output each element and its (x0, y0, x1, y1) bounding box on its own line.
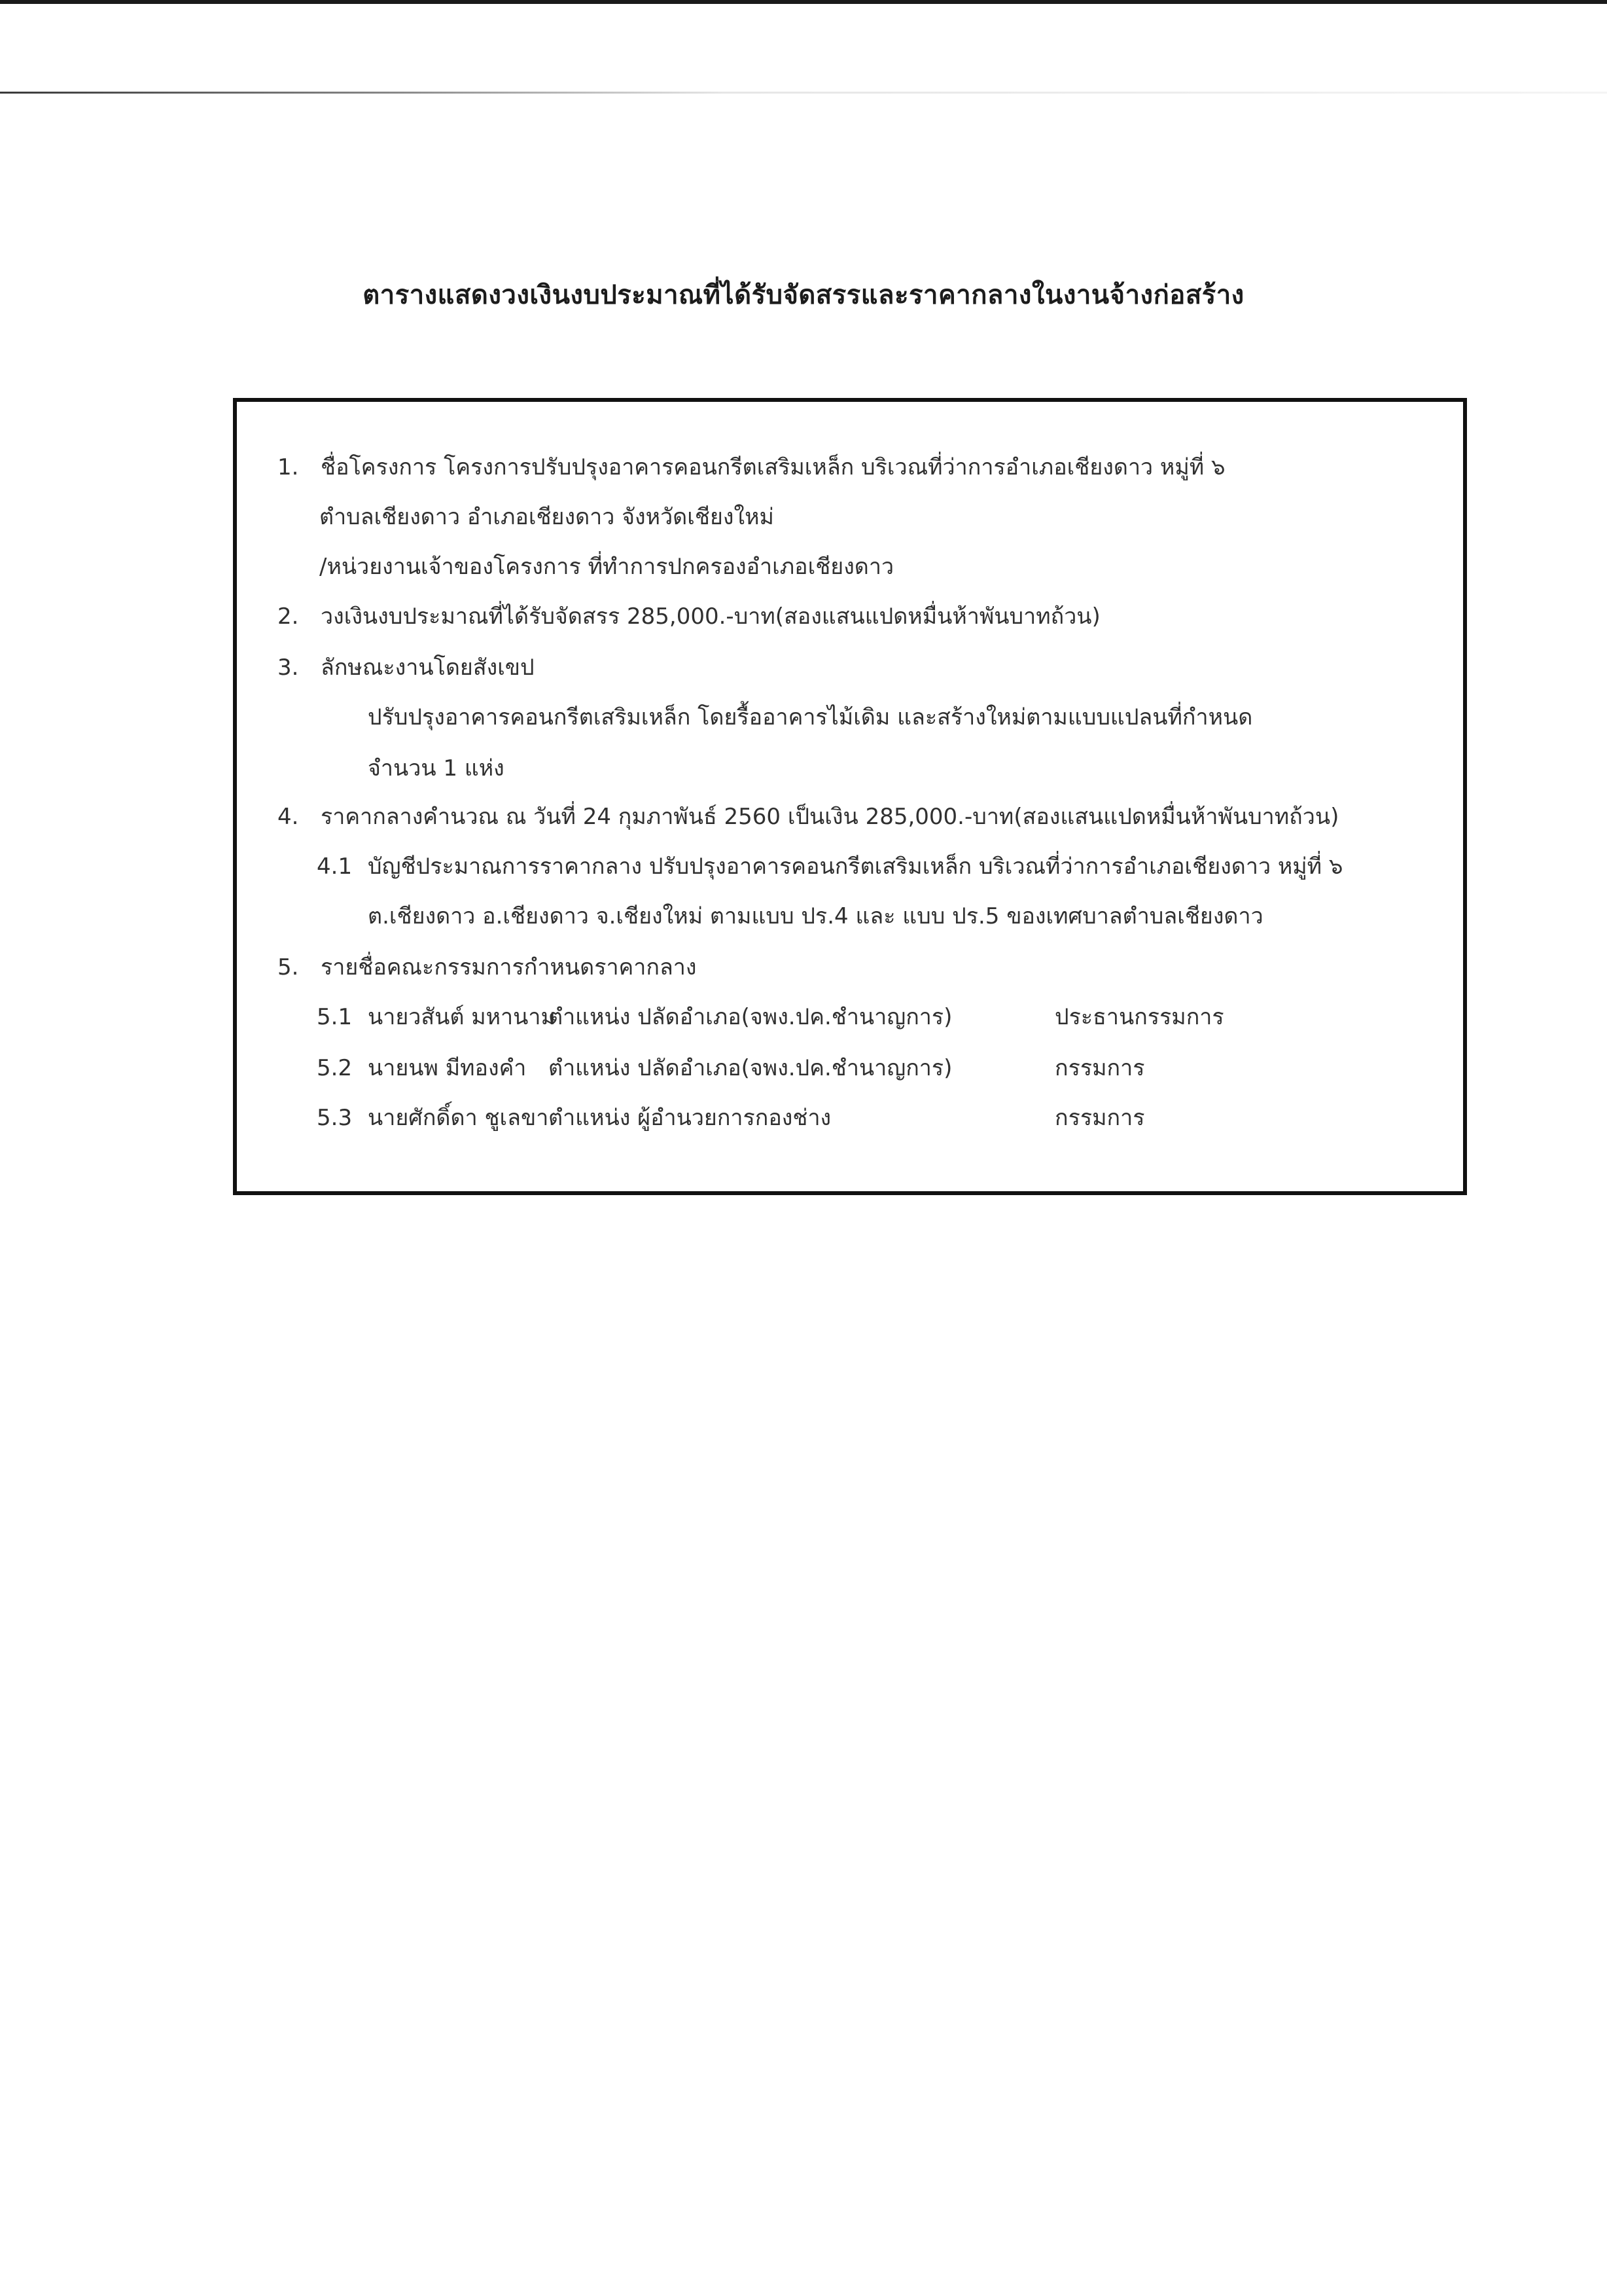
item-4-line (277, 802, 1339, 831)
item-1-line-3: /หน่วยงานเจ้าของโครงการ ที่ทำการปกครองอำเภอเชียงดาว (319, 554, 894, 580)
item-3-detail-2: จำนวน 1 แห่ง (368, 755, 504, 781)
committee-role: กรรมการ (1055, 1105, 1145, 1131)
item-number: 3. (277, 655, 299, 681)
item-text: วงเงินงบประมาณที่ได้รับจัดสรร 285,000.-บาท(สองแสนแปดหมื่นห้าพันบาทถ้วน) (321, 603, 1101, 630)
item-number: 2. (277, 603, 299, 630)
document-title: ตารางแสดงวงเงินงบประมาณที่ได้รับจัดสรรและราคากลางในงานจ้างก่อสร้าง (362, 280, 1245, 310)
item-4-1-line-2: ต.เชียงดาว อ.เชียงดาว จ.เชียงใหม่ ตามแบบ ปร.4 และ แบบ ปร.5 ของเทศบาลตำบลเชียงดาว (368, 903, 1263, 929)
item-text: ชื่อโครงการ โครงการปรับปรุงอาคารคอนกรีตเสริมเหล็ก บริเวณที่ว่าการอำเภอเชียงดาว หมู่ที่ ๖ (321, 454, 1226, 480)
item-3-line (277, 653, 535, 682)
item-text: ลักษณะงานโดยสังเขป (321, 655, 535, 681)
item-3-detail-1: ปรับปรุงอาคารคอนกรีตเสริมเหล็ก โดยรื้ออาคารไม้เดิม และสร้างใหม่ตามแบบแปลนที่กำหนด (368, 704, 1253, 730)
committee-name: นายวสันต์ มหานาม (368, 1004, 556, 1030)
committee-role: กรรมการ (1055, 1055, 1145, 1081)
committee-number: 5.1 (317, 1004, 353, 1030)
item-text: รายชื่อคณะกรรมการกำหนดราคากลาง (321, 954, 697, 980)
item-1-line-1 (277, 453, 1226, 482)
committee-number: 5.3 (317, 1105, 353, 1131)
item-number: 5. (277, 954, 299, 980)
committee-position: ตำแหน่ง ปลัดอำเภอ(จพง.ปค.ชำนาญการ) (548, 1004, 953, 1030)
item-text: ราคากลางคำนวณ ณ วันที่ 24 กุมภาพันธ์ 2560 เป็นเงิน 285,000.-บาท(สองแสนแปดหมื่นห้าพันบาทถ้วน) (321, 804, 1339, 830)
item-number: 4. (277, 804, 299, 830)
committee-row (317, 1003, 1429, 1031)
scan-edge-top (0, 0, 1607, 4)
content-box (233, 398, 1467, 1195)
committee-name: นายนพ มีทองคำ (368, 1055, 527, 1081)
committee-role: ประธานกรรมการ (1055, 1004, 1224, 1030)
sub-item-number: 4.1 (317, 853, 353, 880)
item-4-1-line (317, 852, 1343, 881)
committee-number: 5.2 (317, 1055, 353, 1081)
scan-edge-line (0, 92, 1607, 94)
item-1-line-2: ตำบลเชียงดาว อำเภอเชียงดาว จังหวัดเชียงใหม่ (319, 504, 774, 530)
item-5-line (277, 953, 697, 982)
committee-row (317, 1103, 1429, 1132)
committee-position: ตำแหน่ง ผู้อำนวยการกองช่าง (548, 1105, 832, 1131)
committee-row (317, 1054, 1429, 1083)
sub-item-text: บัญชีประมาณการราคากลาง ปรับปรุงอาคารคอนกรีตเสริมเหล็ก บริเวณที่ว่าการอำเภอเชียงดาว หมู่ที่ ๖ (368, 853, 1343, 880)
committee-name: นายศักดิ์ดา ชูเลขา (368, 1105, 549, 1131)
item-2-line (277, 602, 1101, 631)
committee-position: ตำแหน่ง ปลัดอำเภอ(จพง.ปค.ชำนาญการ) (548, 1055, 953, 1081)
item-number: 1. (277, 454, 299, 480)
